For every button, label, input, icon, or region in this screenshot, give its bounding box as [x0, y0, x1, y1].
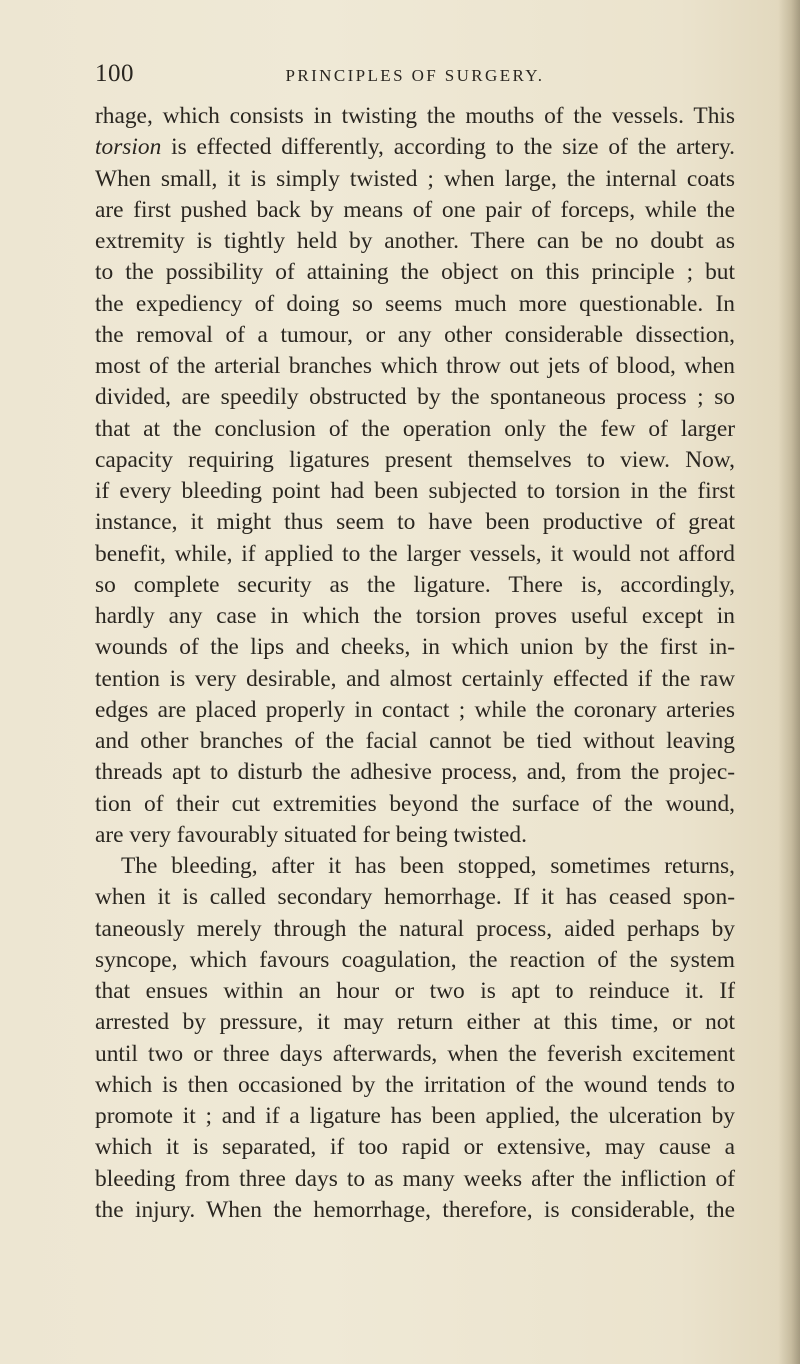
line-text: when it is called secondary hemorrhage. If it has ceased spon-	[95, 884, 735, 911]
text-line	[95, 1070, 735, 1101]
text-line	[95, 757, 735, 788]
text-line	[95, 695, 735, 726]
line-text: wounds of the lips and cheeks, in which union by the first in-	[95, 634, 735, 661]
page-number: 100	[95, 60, 134, 87]
text-line	[95, 1164, 735, 1195]
text-line	[95, 664, 735, 695]
line-text: to the possibility of attaining the object on this principle ; but	[95, 259, 735, 286]
line-text: tention is very desirable, and almost certainly effected if the raw	[95, 665, 735, 692]
text-line	[95, 1101, 735, 1132]
running-title: PRINCIPLES OF SURGERY.	[285, 66, 545, 85]
text-line	[95, 320, 735, 351]
line-text: the expediency of doing so seems much more questionable. In	[95, 290, 735, 317]
text-line	[95, 289, 735, 320]
line-text: if every bleeding point had been subjected to torsion in the first	[95, 478, 735, 504]
line-text: that at the conclusion of the operation only the few of larger	[95, 415, 735, 442]
text-line	[95, 351, 735, 382]
line-text: syncope, which favours coagulation, the reaction of the system	[95, 946, 735, 973]
line-text: most of the arterial branches which throw out jets of blood, when	[95, 353, 735, 379]
line-text: threads apt to disturb the adhesive process, and, from the projec-	[95, 759, 735, 786]
line-text: capacity requiring ligatures present themselves to view. Now,	[95, 446, 735, 473]
text-line	[95, 257, 735, 288]
line-text: bleeding from three days to as many weeks after the infliction of	[95, 1165, 735, 1192]
text-line	[95, 601, 735, 632]
line-text: are very favourably situated for being twisted.	[95, 821, 527, 848]
text-line	[95, 132, 735, 163]
line-text: arrested by pressure, it may return either at this time, or not	[95, 1009, 735, 1036]
line-text: which it is separated, if too rapid or extensive, may cause a	[95, 1134, 735, 1161]
line-text: instance, it might thus seem to have been productive of great	[95, 509, 735, 536]
text-line	[95, 539, 735, 570]
text-line	[95, 1195, 735, 1226]
text-line	[95, 632, 735, 663]
line-text: rhage, which consists in twisting the mouths of the vessels. This	[95, 103, 735, 129]
line-text: so complete security as the ligature. There is, accordingly,	[95, 571, 735, 598]
line-text: the removal of a tumour, or any other considerable dissection,	[95, 321, 735, 348]
line-text: The bleeding, after it has been stopped, sometimes returns,	[121, 853, 735, 879]
text-line	[95, 1007, 735, 1038]
text-line	[95, 101, 735, 132]
line-text: tion of their cut extremities beyond the surface of the wound,	[95, 790, 735, 817]
line-text: promote it ; and if a ligature has been applied, the ulceration by	[95, 1103, 735, 1129]
text-line	[95, 976, 735, 1007]
text-line	[95, 882, 735, 913]
line-text: and other branches of the facial cannot be tied without leaving	[95, 728, 735, 754]
text-line	[95, 851, 735, 882]
line-text: edges are placed properly in contact ; while the coronary arteries	[95, 696, 735, 723]
line-text: divided, are speedily obstructed by the spontaneous process ; so	[95, 384, 735, 411]
text-line	[95, 789, 735, 820]
line-text: the injury. When the hemorrhage, therefore, is considerable, the	[95, 1196, 735, 1223]
body-text	[95, 101, 735, 1226]
text-line	[95, 445, 735, 476]
italic-term: torsion	[95, 134, 162, 161]
line-text: which is then occasioned by the irritation of the wound tends to	[95, 1071, 735, 1098]
running-head	[95, 60, 735, 100]
line-text: that ensues within an hour or two is apt to reinduce it. If	[95, 978, 735, 1004]
line-text: are first pushed back by means of one pair of forceps, while the	[95, 196, 735, 223]
line-text: benefit, while, if applied to the larger vessels, it would not afford	[95, 540, 735, 567]
text-line	[95, 414, 735, 445]
text-line	[95, 1039, 735, 1070]
text-line	[95, 726, 735, 757]
text-line	[95, 195, 735, 226]
text-line	[95, 945, 735, 976]
text-line	[95, 507, 735, 538]
line-text: hardly any case in which the torsion proves useful except in	[95, 603, 735, 629]
text-line	[95, 820, 735, 851]
text-line	[95, 570, 735, 601]
binding-shadow	[778, 0, 800, 1364]
text-line	[95, 226, 735, 257]
line-text: until two or three days afterwards, when the feverish excitement	[95, 1040, 735, 1067]
text-line	[95, 914, 735, 945]
text-line	[95, 476, 735, 507]
text-line	[95, 1132, 735, 1163]
text-line	[95, 164, 735, 195]
line-text: taneously merely through the natural process, aided perhaps by	[95, 915, 735, 942]
line-text: extremity is tightly held by another. There can be no doubt as	[95, 228, 735, 254]
line-text: is effected differently, according to the size of the artery.	[161, 134, 735, 161]
text-line	[95, 382, 735, 413]
line-text: When small, it is simply twisted ; when large, the internal coats	[95, 165, 735, 192]
